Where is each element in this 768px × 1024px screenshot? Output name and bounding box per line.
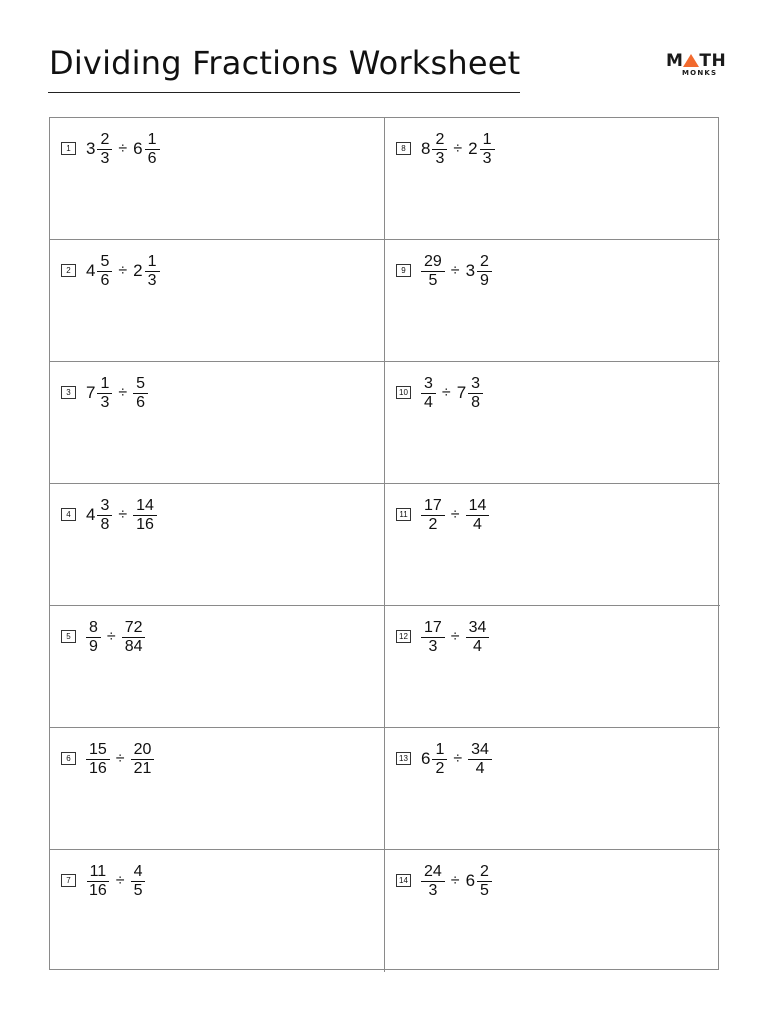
fraction — [421, 619, 445, 656]
denominator: 2 — [435, 759, 445, 777]
divisor — [466, 863, 492, 900]
divisor — [466, 619, 490, 656]
fraction — [421, 863, 445, 900]
denominator: 5 — [133, 881, 143, 899]
dividend — [86, 497, 112, 534]
denominator: 5 — [480, 881, 489, 899]
divisor — [466, 497, 490, 534]
whole-number: 6 — [465, 871, 476, 890]
numerator: 2 — [97, 131, 112, 150]
denominator: 3 — [428, 637, 438, 655]
denominator: 6 — [136, 393, 146, 411]
fraction — [131, 741, 155, 778]
denominator: 4 — [473, 637, 482, 655]
fraction — [133, 375, 148, 412]
denominator: 4 — [475, 759, 485, 777]
problem-cell — [385, 728, 720, 850]
dividend — [86, 619, 101, 656]
dividend — [421, 863, 445, 900]
question-number: 5 — [61, 630, 76, 643]
division-sign: ÷ — [453, 750, 463, 767]
denominator: 4 — [424, 393, 433, 411]
problem-cell — [50, 728, 385, 850]
fraction — [468, 375, 483, 412]
numerator: 4 — [131, 863, 146, 882]
fraction — [131, 863, 146, 900]
question-number: 13 — [396, 752, 411, 765]
fraction — [97, 253, 112, 290]
problem-grid — [49, 117, 719, 970]
whole-number: 6 — [133, 139, 143, 158]
dividend — [421, 497, 445, 534]
question-number: 10 — [396, 386, 411, 399]
numerator: 34 — [466, 619, 490, 638]
denominator: 6 — [100, 271, 110, 289]
denominator: 4 — [473, 515, 482, 533]
numerator: 3 — [468, 375, 483, 394]
dividend — [86, 131, 112, 168]
division-sign: ÷ — [115, 872, 125, 889]
question-number: 6 — [61, 752, 76, 765]
division-sign: ÷ — [450, 872, 460, 889]
numerator: 2 — [432, 131, 447, 150]
division-sign: ÷ — [118, 384, 128, 401]
worksheet-header — [48, 42, 520, 93]
numerator: 8 — [86, 619, 101, 638]
whole-number: 4 — [86, 261, 96, 280]
fraction — [466, 497, 490, 534]
division-sign: ÷ — [106, 628, 116, 645]
numerator: 2 — [477, 863, 492, 882]
division-sign: ÷ — [118, 506, 128, 523]
numerator: 15 — [86, 741, 110, 760]
whole-number: 4 — [86, 505, 96, 524]
problem-expression — [61, 615, 145, 659]
denominator: 8 — [471, 393, 481, 411]
question-number: 3 — [61, 386, 76, 399]
problem-expression — [61, 737, 154, 781]
divisor — [133, 375, 148, 412]
problem-cell — [385, 850, 720, 972]
division-sign: ÷ — [441, 384, 451, 401]
question-number: 7 — [61, 874, 76, 887]
problem-cell — [50, 362, 385, 484]
numerator: 14 — [466, 497, 490, 516]
denominator: 8 — [100, 515, 110, 533]
logo-letter-m: M — [666, 51, 684, 71]
fraction — [480, 131, 495, 168]
denominator: 3 — [435, 149, 445, 167]
problem-expression — [396, 371, 483, 415]
divisor — [122, 619, 146, 656]
numerator: 17 — [421, 619, 445, 638]
numerator: 1 — [97, 375, 112, 394]
triangle-a-icon — [683, 54, 699, 67]
fraction — [477, 863, 492, 900]
question-number: 8 — [396, 142, 411, 155]
whole-number: 2 — [133, 261, 143, 280]
problem-cell — [385, 484, 720, 606]
denominator: 6 — [147, 149, 157, 167]
divisor — [133, 131, 159, 168]
denominator: 2 — [428, 515, 438, 533]
problem-cell — [385, 606, 720, 728]
fraction — [421, 497, 445, 534]
denominator: 21 — [133, 759, 152, 777]
whole-number: 8 — [421, 139, 431, 158]
denominator: 3 — [100, 149, 110, 167]
dividend — [421, 375, 436, 412]
fraction — [421, 253, 445, 290]
logo-subtitle: MONKS — [682, 69, 718, 77]
whole-number: 2 — [468, 139, 478, 158]
divisor — [466, 253, 492, 290]
division-sign: ÷ — [450, 628, 460, 645]
numerator: 5 — [97, 253, 112, 272]
numerator: 5 — [133, 375, 148, 394]
question-number: 14 — [396, 874, 411, 887]
dividend — [86, 253, 112, 290]
divisor — [131, 741, 155, 778]
fraction — [421, 375, 436, 412]
division-sign: ÷ — [115, 750, 125, 767]
divisor — [457, 375, 483, 412]
denominator: 16 — [89, 759, 107, 777]
division-sign: ÷ — [118, 140, 128, 157]
fraction — [97, 375, 112, 412]
denominator: 16 — [136, 515, 154, 533]
division-sign: ÷ — [450, 506, 460, 523]
problem-expression — [61, 127, 160, 171]
numerator: 20 — [131, 741, 155, 760]
fraction — [97, 497, 112, 534]
denominator: 3 — [428, 881, 438, 899]
fraction — [97, 131, 112, 168]
fraction — [468, 741, 492, 778]
whole-number: 7 — [86, 383, 96, 402]
dividend — [421, 253, 445, 290]
numerator: 17 — [421, 497, 445, 516]
denominator: 9 — [480, 271, 489, 289]
dividend — [86, 863, 110, 900]
logo-wordmark — [666, 51, 726, 71]
problem-cell — [50, 850, 385, 972]
denominator: 16 — [89, 881, 107, 899]
numerator: 3 — [421, 375, 436, 394]
denominator: 5 — [428, 271, 438, 289]
numerator: 34 — [468, 741, 492, 760]
division-sign: ÷ — [450, 262, 460, 279]
dividend — [421, 131, 447, 168]
problem-cell — [50, 606, 385, 728]
fraction — [477, 253, 492, 290]
logo-letters-th: TH — [699, 51, 727, 71]
problem-expression — [61, 859, 145, 903]
dividend — [421, 619, 445, 656]
problem-expression — [396, 127, 495, 171]
fraction — [432, 131, 447, 168]
problem-cell — [385, 118, 720, 240]
divisor — [133, 497, 157, 534]
page-title: Dividing Fractions Worksheet — [49, 44, 521, 82]
denominator: 3 — [482, 149, 492, 167]
fraction — [86, 741, 110, 778]
question-number: 12 — [396, 630, 411, 643]
problem-expression — [61, 371, 148, 415]
problem-expression — [396, 859, 492, 903]
numerator: 1 — [480, 131, 495, 150]
problem-expression — [396, 737, 492, 781]
divisor — [133, 253, 159, 290]
divisor — [468, 131, 494, 168]
denominator: 9 — [89, 637, 98, 655]
problem-expression — [396, 249, 492, 293]
fraction — [86, 863, 110, 900]
numerator: 29 — [421, 253, 445, 272]
whole-number: 7 — [456, 383, 467, 402]
numerator: 11 — [87, 863, 110, 882]
fraction — [145, 131, 160, 168]
fraction — [122, 619, 146, 656]
question-number: 11 — [396, 508, 411, 521]
fraction — [133, 497, 157, 534]
fraction — [466, 619, 490, 656]
problem-expression — [61, 249, 160, 293]
problem-cell — [385, 240, 720, 362]
question-number: 4 — [61, 508, 76, 521]
numerator: 1 — [432, 741, 447, 760]
problem-expression — [396, 493, 489, 537]
problem-cell — [50, 118, 385, 240]
fraction — [86, 619, 101, 656]
numerator: 1 — [145, 253, 160, 272]
whole-number: 3 — [465, 261, 476, 280]
numerator: 2 — [477, 253, 492, 272]
numerator: 3 — [97, 497, 112, 516]
whole-number: 3 — [86, 139, 96, 158]
denominator: 3 — [100, 393, 110, 411]
question-number: 9 — [396, 264, 411, 277]
fraction — [145, 253, 160, 290]
division-sign: ÷ — [453, 140, 463, 157]
numerator: 24 — [421, 863, 445, 882]
question-number: 2 — [61, 264, 76, 277]
problem-cell — [50, 484, 385, 606]
denominator: 3 — [147, 271, 157, 289]
division-sign: ÷ — [118, 262, 128, 279]
denominator: 84 — [124, 637, 143, 655]
dividend — [421, 741, 447, 778]
fraction — [432, 741, 447, 778]
problem-cell — [50, 240, 385, 362]
math-monks-logo — [664, 51, 727, 79]
numerator: 14 — [133, 497, 157, 516]
problem-expression — [396, 615, 489, 659]
dividend — [86, 741, 110, 778]
divisor — [131, 863, 146, 900]
dividend — [86, 375, 112, 412]
problem-cell — [385, 362, 720, 484]
numerator: 72 — [122, 619, 146, 638]
divisor — [468, 741, 492, 778]
problem-expression — [61, 493, 157, 537]
numerator: 1 — [145, 131, 160, 150]
whole-number: 6 — [421, 749, 431, 768]
question-number: 1 — [61, 142, 76, 155]
